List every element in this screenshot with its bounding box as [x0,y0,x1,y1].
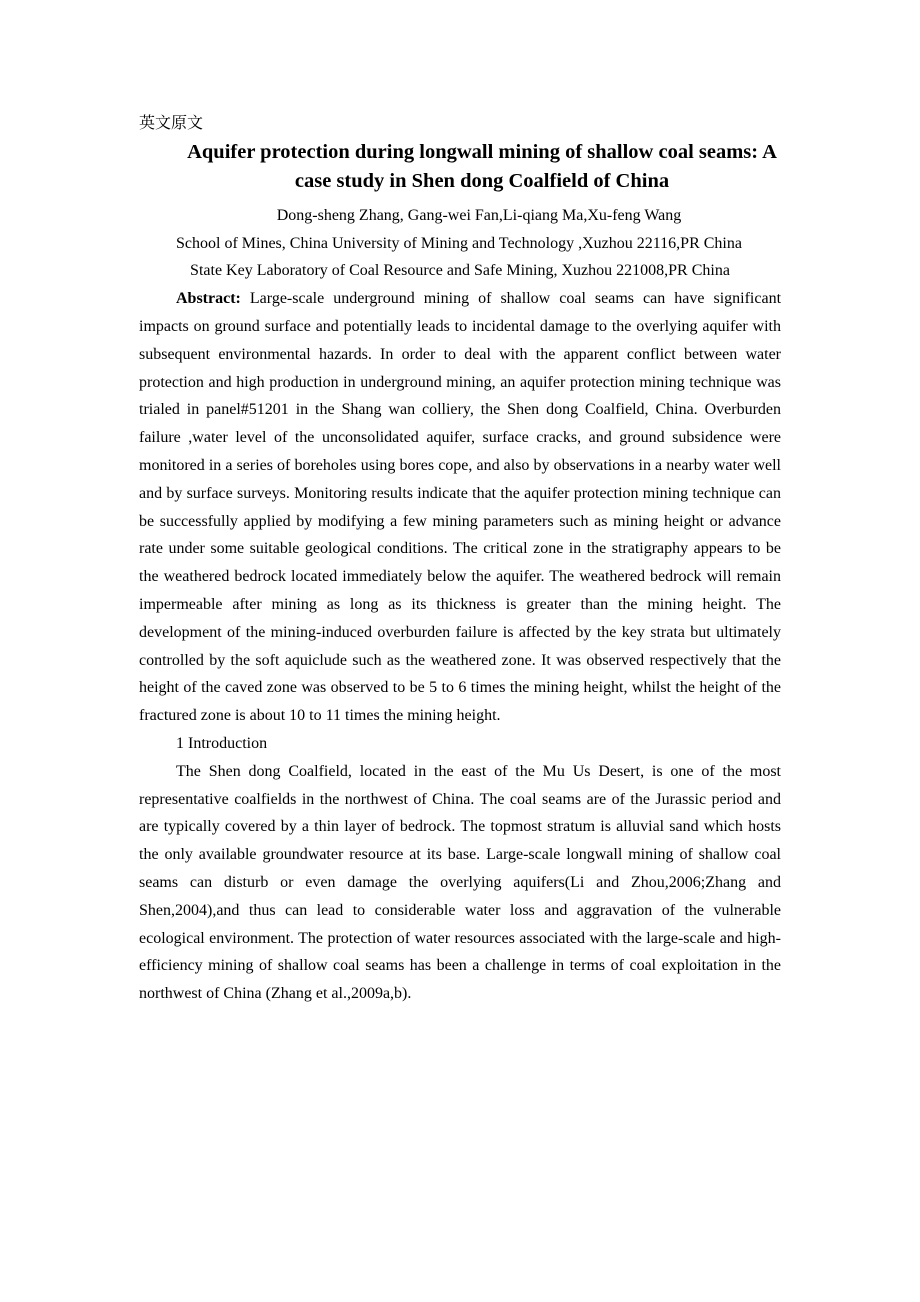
abstract-text: Large-scale underground mining of shallow coal seams can have significant impacts on ground surface and potentially leads to incidental damage to the overlying aquifer with subsequent environmental hazards. In order to deal with the apparent conflict between water protection and high production in underground mining, an aquifer protection mining technique was trialed in panel#51201 in the Shang wan colliery, the Shen dong Coalfield, China. Overburden failure ,water level of the unconsolidated aquifer, surface cracks, and ground subsidence were monitored in a series of boreholes using bores cope, and also by observations in a nearby water well and by surface surveys. Monitoring results indicate that the aquifer protection mining technique can be successfully applied by modifying a few mining parameters such as mining height or advance rate under some suitable geological conditions. The critical zone in the stratigraphy appears to be the weathered bedrock located immediately below the aquifer. The weathered bedrock will remain impermeable after mining as long as its thickness is greater than the mining height. The development of the mining-induced overburden failure is affected by the key strata but ultimately controlled by the soft aquiclude such as the weathered zone. It was observed respectively that the height of the caved zone was observed to be 5 to 6 times the mining height, whilst the height of the fractured zone is about 10 to 11 times the mining height. [139,290,782,725]
abstract-paragraph [139,285,781,730]
paper-title: Aquifer protection during longwall mining of shallow coal seams: A case study in Shen dong Coalfield of China [187,140,777,192]
intro-paragraph: The Shen dong Coalfield, located in the east of the Mu Us Desert, is one of the most representative coalfields in the northwest of China. The coal seams are of the Jurassic period and are typically covered by a thin layer of bedrock. The topmost stratum is alluvial sand which hosts the only available groundwater resource at its base. Large-scale longwall mining of shallow coal seams can disturb or even damage the overlying aquifers(Li and Zhou,2006;Zhang and Shen,2004),and thus can lead to considerable water loss and aggravation of the vulnerable ecological environment. The protection of water resources associated with the large-scale and high-efficiency mining of shallow coal seams has been a challenge in terms of coal exploitation in the northwest of China (Zhang et al.,2009a,b). [139,762,781,1003]
authors: Dong-sheng Zhang, Gang-wei Fan,Li-qiang Ma,Xu-feng Wang [276,206,682,224]
section-heading: 1 Introduction [176,734,268,752]
header-label: 英文原文 [139,115,204,132]
affiliation-1: School of Mines, China University of Mining and Technology ,Xuzhou 22116,PR China [176,234,742,252]
document-page [139,110,781,1008]
affiliation-2: State Key Laboratory of Coal Resource and Safe Mining, Xuzhou 221008,PR China [190,262,730,280]
abstract-label: Abstract: [176,290,241,308]
